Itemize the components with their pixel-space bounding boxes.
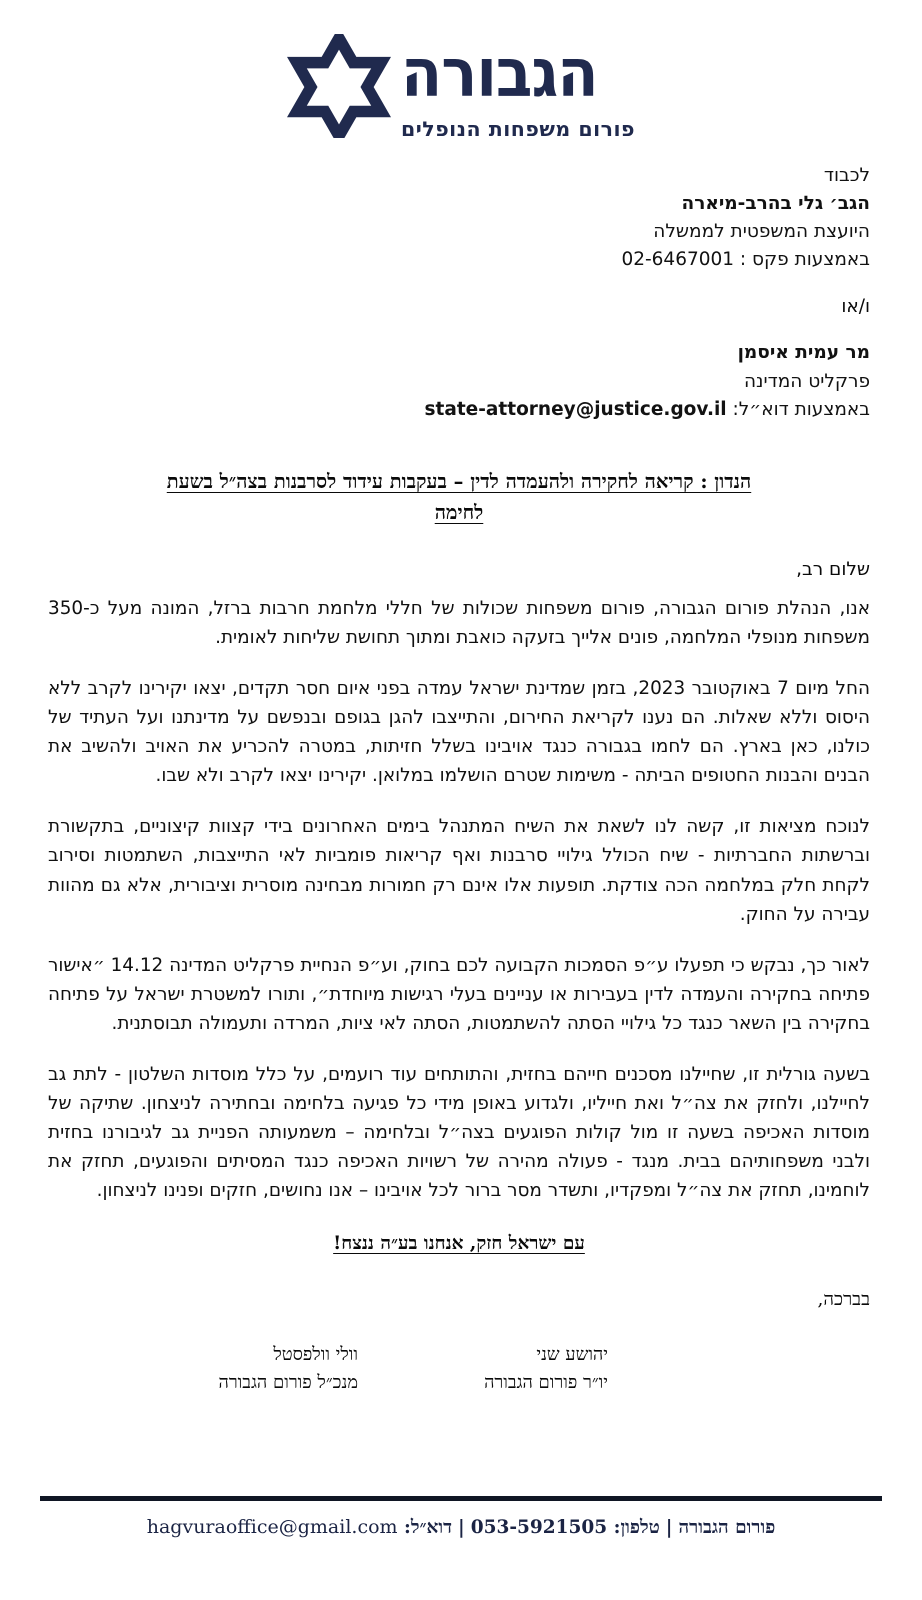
signature-role: יו״ר פורום הגבורה bbox=[484, 1372, 608, 1394]
recipient-title: היועצת המשפטית לממשלה bbox=[653, 221, 870, 243]
recipient2-title: פרקליט המדינה bbox=[743, 370, 870, 392]
footer-contact-bar: פורום הגבורה|טלפון: 053-5921505|דוא״ל: hagvuraoffice@gmail.com bbox=[146, 1516, 776, 1538]
recipient-name: הגב׳ גלי בהרב-מיארה bbox=[681, 193, 870, 215]
signature-row bbox=[48, 1341, 870, 1397]
logo-wordmark: הגבורה bbox=[400, 33, 598, 113]
footer-separator: | bbox=[458, 1517, 465, 1538]
closing-regards: בברכה, bbox=[817, 1289, 870, 1311]
signature-block bbox=[48, 1341, 358, 1397]
subject-line-2: לחימה bbox=[434, 501, 484, 525]
recipient-separator: ו/או bbox=[841, 296, 870, 318]
footer-email-address[interactable]: hagvuraoffice@gmail.com bbox=[146, 1516, 398, 1538]
letterhead-logo bbox=[0, 0, 922, 162]
signature-name: וולי וולפסטל bbox=[273, 1344, 358, 1366]
signature-block bbox=[358, 1341, 608, 1397]
body-paragraph: החל מיום 7 באוקטובר 2023, בזמן שמדינת ישראל עמדה בפני איום חסר תקדים, יצאו יקירינו לקרב ללא היסוס וללא שאלות. הם נענו לקריאת החירום, והתייצבו להגן בגופם ובנפשם על מדינתנו ועל העתיד של כולנו, כאן בארץ. הם לחמו בגבורה כנגד אויבינו בשלל חזיתות, במטרה להכריע את האויב ולהשיב את הבנים והבנות החטופים הביתה - משימות שטרם הושלמו במלואן. יקירינו יצאו לקרב ולא שבו. bbox=[48, 678, 870, 787]
closing-slogan bbox=[48, 1233, 870, 1255]
greeting: שלום רב, bbox=[796, 558, 870, 580]
closing-slogan-text: עם ישראל חזק, אנחנו בע״ה ננצח! bbox=[333, 1233, 585, 1255]
footer-divider bbox=[40, 1496, 882, 1501]
footer-phone-label: טלפון bbox=[620, 1517, 660, 1538]
footer-phone-number[interactable]: 053-5921505 bbox=[470, 1517, 608, 1538]
recipient2-email-label: באמצעות דוא״ל bbox=[738, 398, 870, 420]
recipient-fax: באמצעות פקס : 02-6467001 bbox=[621, 249, 870, 271]
footer-org-name: פורום הגבורה bbox=[678, 1517, 776, 1538]
logo-tagline: פורום משפחות הנופלים bbox=[400, 116, 636, 141]
signature-name: יהושע שני bbox=[536, 1344, 608, 1366]
recipient-honorific: לכבוד bbox=[823, 165, 870, 186]
signature-role: מנכ״ל פורום הגבורה bbox=[218, 1372, 358, 1394]
body-paragraph: לנוכח מציאות זו, קשה לנו לשאת את השיח המתנהל בימים האחרונים בידי קצוות קיצוניים, בתקשורת וברשתות החברתיות - שיח הכולל גילויי סרבנות ואף קריאות פומביות לאי התייצבות, השתמטות וסירוב לקחת חלק במלחמה הכה צודקת. תופעות אלו אינם רק חמורות מבחינה מוסרית וציבורית, אלא גם מהוות עבירה על החוק. bbox=[48, 816, 870, 925]
recipient-block-secondary bbox=[48, 339, 870, 423]
recipient2-email-address[interactable]: state-attorney@justice.gov.il bbox=[424, 398, 727, 420]
subject-line-1: הנדון : קריאה לחקירה ולהעמדה לדין – בעקבות עידוד לסרבנות בצה״ל בשעת bbox=[166, 469, 752, 493]
recipient-block-primary bbox=[48, 162, 870, 274]
recipient2-email-line bbox=[48, 396, 870, 424]
star-of-david-icon bbox=[287, 34, 391, 138]
subject-line bbox=[48, 466, 870, 529]
recipient2-email-colon: : bbox=[732, 398, 739, 420]
footer-email-label: דוא״ל bbox=[410, 1517, 453, 1538]
body-paragraph: לאור כך, נבקש כי תפעלו ע״פ הסמכות הקבועה לכם בחוק, וע״פ הנחיית פרקליט המדינה 14.12 ״אישור פתיחה בחקירה והעמדה לדין בעבירות או עניינים בעלי רגישות מיוחדת״, ותורו למשטרת ישראל על פתיחה בחקירה בין השאר כנגד כל גילויי הסתה להשתמטות, הסתה לאי ציות, המרדה ותעמולה תבוסתנית. bbox=[48, 954, 871, 1034]
body-paragraph: אנו, הנהלת פורום הגבורה, פורום משפחות שכולות של חללי מלחמת חרבות ברזל, המונה מעל כ-350 משפחות מנופלי המלחמה, פונים אלייך בזעקה כואבת ומתוך תחושת שליחות לאומית. bbox=[48, 597, 870, 648]
recipient2-name: מר עמית איסמן bbox=[737, 342, 870, 364]
body-paragraph: בשעה גורלית זו, שחיילנו מסכנים חייהם בחזית, והתותחים עוד רועמים, על כלל מוסדות השלטון - לתת גב לחיילנו, ולחזק את צה״ל ואת חייליו, ולגדוע באופן מידי כל פגיעה בלחימה ובחתירה לניצחון. שתיקה של מוסדות האכיפה בשעה זו מול קולות הפוגעים בצה״ל ובלחימה – משמעותה הפניית גב לגיבורנו בחזית ולבני משפחותיהם בבית. מנגד - פעולה מהירה של רשויות האכיפה כנגד המסיתים והפוגעים, תחזק את לוחמינו, תחזק את צה״ל ומפקדיו, ותשדר מסר ברור לכל אויבינו – אנו נחושים, חזקים ופנינו לניצחון. bbox=[48, 1063, 870, 1202]
footer-separator: | bbox=[665, 1517, 673, 1538]
